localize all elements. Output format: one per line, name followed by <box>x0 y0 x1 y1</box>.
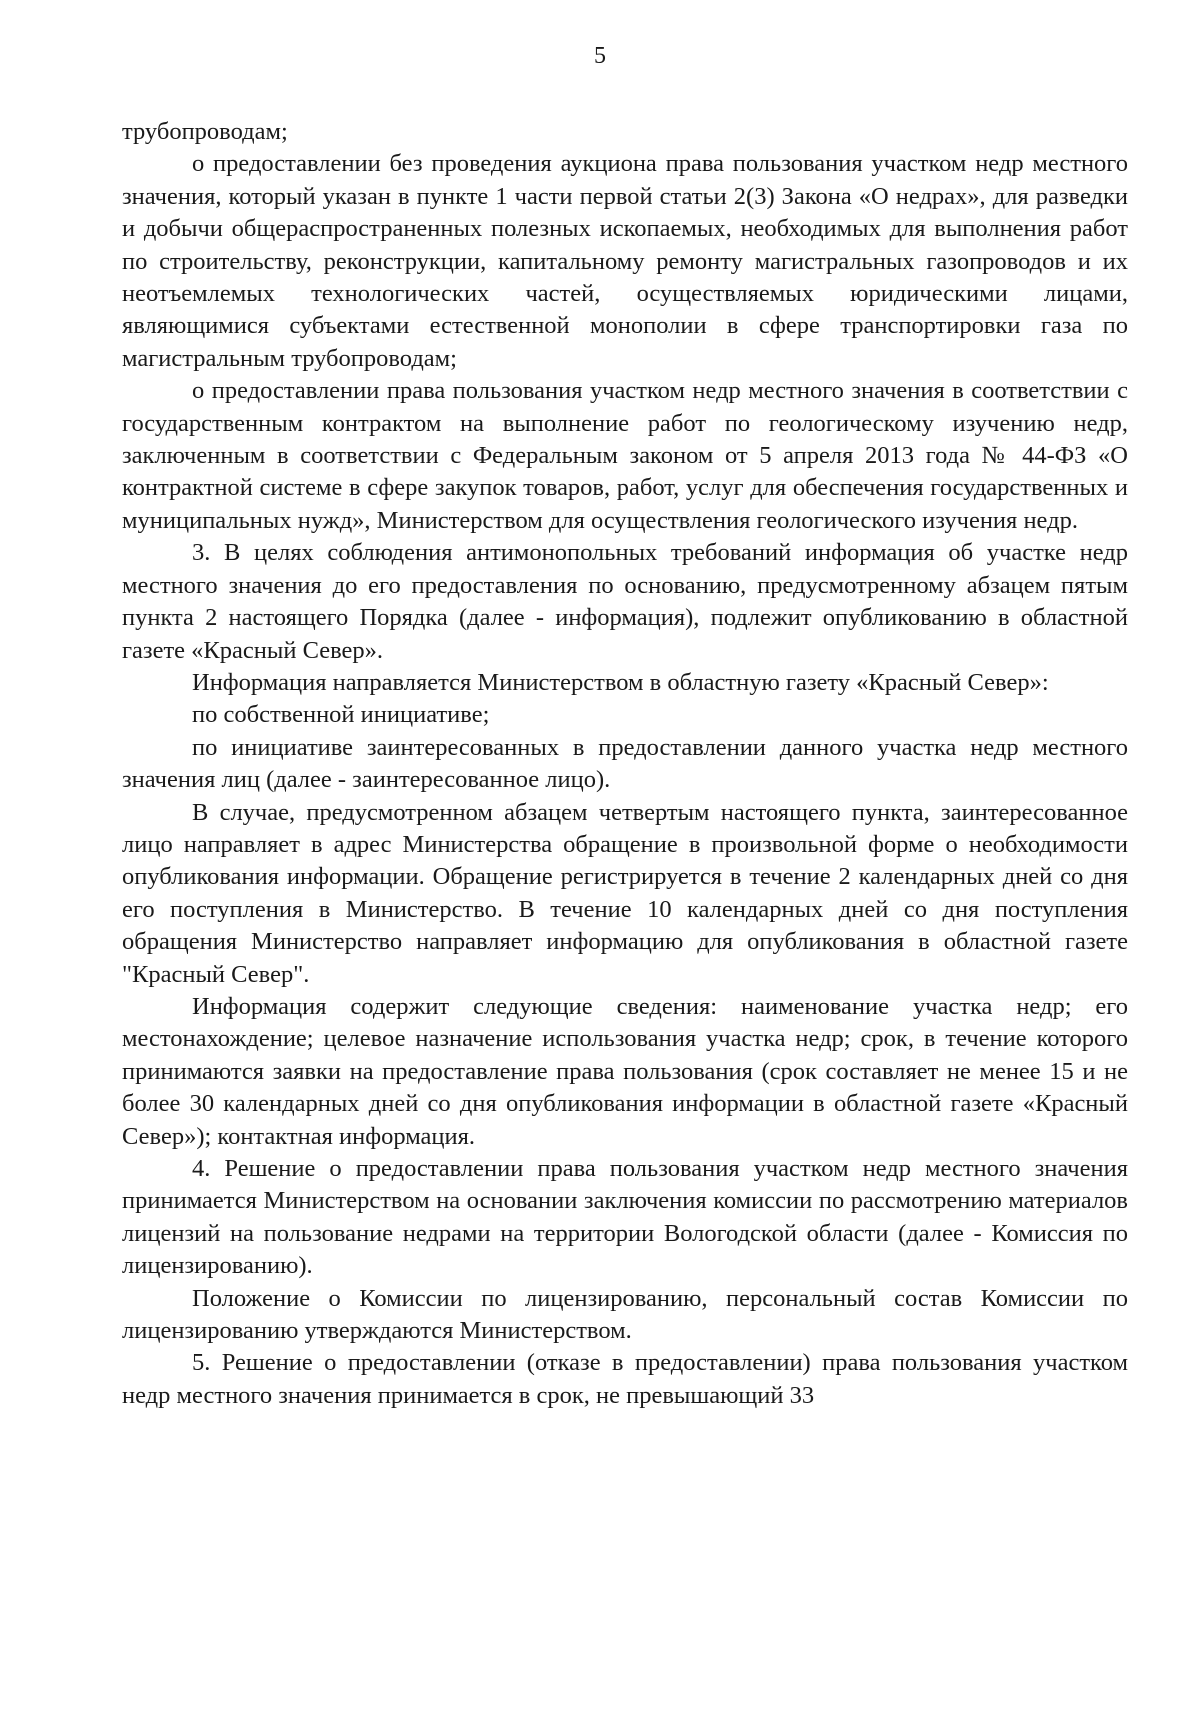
paragraph-interested-initiative: по инициативе заинтересованных в предоставлении данного участка недр местного значения лиц (далее - заинтересованное лицо). <box>122 733 1128 794</box>
paragraph-continuation: трубопроводам; <box>122 118 288 145</box>
paragraph-clause-3: 3. В целях соблюдения антимонопольных требований информация об участке недр местного значения до его предоставления по основанию, предусмотренному абзацем пятым пункта 2 настоящего Порядка (далее - информация), подлежит опубликованию в областной газете «Красный Север». <box>122 539 1128 664</box>
paragraph-state-contract: о предоставлении права пользования участком недр местного значения в соответствии с государственным контрактом на выполнение работ по геологическому изучению недр, заключенным в соответствии с Федеральным законом от 5 апреля 2013 года № 44-ФЗ «О контрактной системе в сфере закупок товаров, работ, услуг для обеспечения государственных и муниципальных нужд», Министерством для осуществления геологического изучения недр. <box>122 377 1128 534</box>
paragraph-info-contents: Информация содержит следующие сведения: наименование участка недр; его местонахождение; целевое назначение использования участка недр; срок, в течение которого принимаются заявки на предоставление права пользования (срок составляет не менее 15 и не более 30 календарных дней со дня опубликования информации в областной газете «Красный Север»); контактная информация. <box>122 992 1128 1150</box>
page-number: 5 <box>594 43 606 69</box>
paragraph-clause-4: 4. Решение о предоставлении права пользования участком недр местного значения принимается Министерством на основании заключения комиссии по рассмотрению материалов лицензий на пользование недрами на территории Вологодской области (далее - Комиссия по лицензированию). <box>122 1155 1128 1280</box>
paragraph-commission: Положение о Комиссии по лицензированию, персональный состав Комиссии по лицензированию утверждаются Министерством. <box>122 1284 1128 1345</box>
paragraph-info-sent: Информация направляется Министерством в областную газету «Красный Север»: <box>192 668 1049 696</box>
document-body <box>122 116 1128 1412</box>
paragraph-request-procedure: В случае, предусмотренном абзацем четвертым настоящего пункта, заинтересованное лицо направляет в адрес Министерства обращение в произвольной форме о необходимости опубликования информации. Обращение регистрируется в течение 2 календарных дней со дня его поступления в Министерство. В течение 10 календарных дней со дня поступления обращения Министерство направляет информацию для опубликования в областной газете "Красный Север". <box>122 798 1128 988</box>
paragraph-auction-exemption: о предоставлении без проведения аукциона права пользования участком недр местного значения, который указан в пункте 1 части первой статьи 2(3) Закона «О недрах», для разведки и добычи общераспространенных полезных ископаемых, необходимых для выполнения работ по строительству, реконструкции, капитальному ремонту магистральных газопроводов и их неотъемлемых технологических частей, осуществляемых юридическими лицами, являющимися субъектами естественной монополии в сфере транспортировки газа по магистральным трубопроводам; <box>122 150 1128 372</box>
paragraph-own-initiative: по собственной инициативе; <box>192 701 490 729</box>
paragraph-clause-5: 5. Решение о предоставлении (отказе в предоставлении) права пользования участком недр местного значения принимается в срок, не превышающий 33 <box>122 1349 1128 1409</box>
